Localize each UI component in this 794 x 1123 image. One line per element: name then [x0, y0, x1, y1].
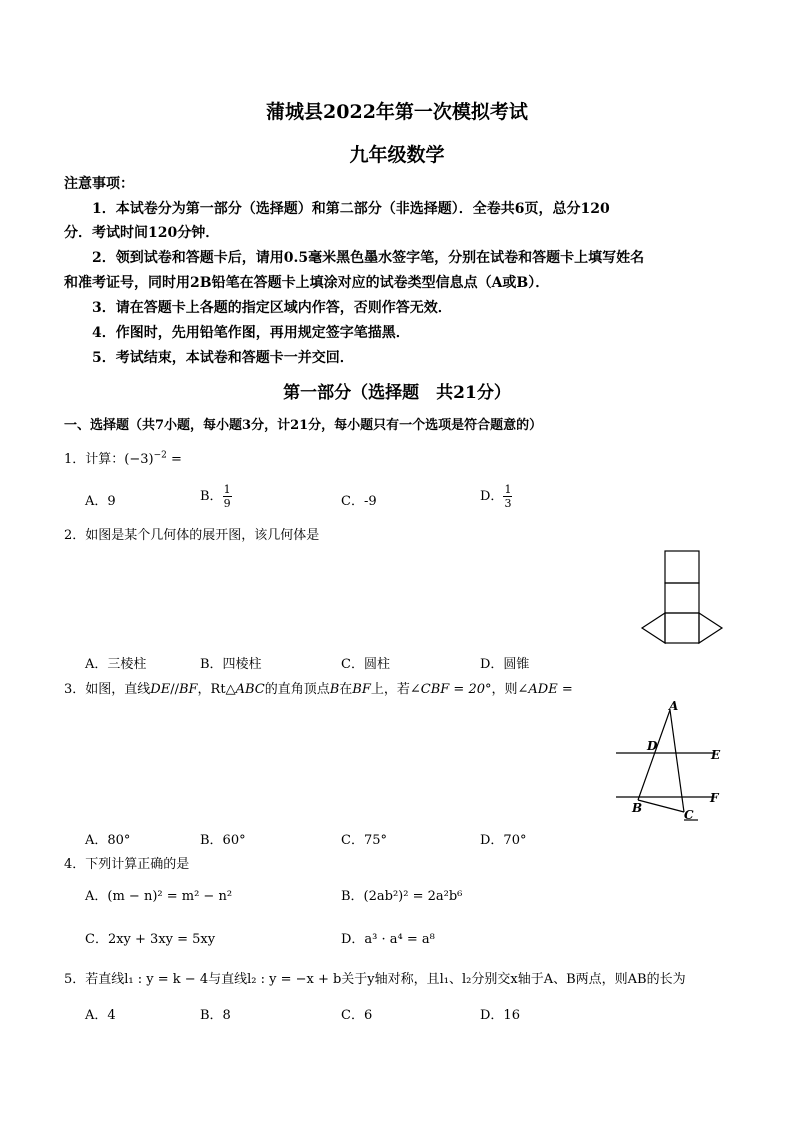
q2-stem: 2．如图是某个几何体的展开图，该几何体是	[64, 528, 320, 543]
q1-option-b	[200, 483, 232, 510]
label-a: A	[669, 699, 679, 713]
section-heading: 一、选择题（共7小题，每小题3分，计21分，每小题只有一个选项是符合题意的）	[64, 418, 543, 433]
q5-option-d: D．16	[480, 1008, 520, 1023]
q1-option-b-label: B．	[200, 489, 223, 504]
q1-exponent: −2	[153, 450, 167, 461]
q1-expr: (−3)	[124, 452, 154, 467]
q1-option-b-fraction: $\frac{1}{9}$	[223, 483, 231, 510]
q1-stem	[64, 448, 182, 467]
notice-heading: 注意事项：	[64, 176, 134, 192]
notice-item: 分．考试时间120分钟．	[64, 225, 220, 241]
q5-option-c: C．6	[341, 1008, 373, 1023]
q1-eq: =	[166, 452, 182, 467]
label-e: E	[711, 748, 721, 762]
q1-option-d	[480, 483, 512, 510]
q1-option-c: C．-9	[341, 494, 377, 509]
net-square-2	[665, 583, 699, 613]
notice-item: 5．考试结束，本试卷和答题卡一并交回．	[92, 350, 354, 366]
net-square-1	[665, 551, 699, 583]
q4-stem: 4．下列计算正确的是	[64, 857, 190, 872]
q4-option-d: D．a³ · a⁴ = a⁸	[341, 932, 435, 947]
net-square-3	[665, 613, 699, 643]
net-triangle-left	[642, 613, 665, 643]
q2-option-c: C．圆柱	[341, 657, 390, 672]
q3-option-b: B．60°	[200, 833, 246, 848]
q3-stem: 3．如图，直线DE//BF，Rt△ABC的直角顶点B在BF上，若∠CBF = 20°，则∠ADE =	[64, 682, 573, 697]
q5-option-b: B．8	[200, 1008, 231, 1023]
q3-option-d: D．70°	[480, 833, 527, 848]
q1-option-a: A．9	[85, 494, 116, 509]
q2-option-b: B．四棱柱	[200, 657, 262, 672]
q1-option-d-fraction: $\frac{1}{3}$	[504, 483, 512, 510]
q4-option-b: B．(2ab²)² = 2a²b⁶	[341, 889, 463, 904]
q3-option-a: A．80°	[85, 833, 131, 848]
label-f: F	[710, 791, 719, 805]
label-c: C	[684, 808, 694, 822]
q4-option-a: A．(m − n)² = m² − n²	[85, 889, 233, 904]
q1-stem-text: 1．计算：	[64, 452, 125, 467]
segment-ab	[638, 710, 670, 800]
q5-option-a: A．4	[85, 1008, 116, 1023]
q3-option-c: C．75°	[341, 833, 387, 848]
label-b: B	[632, 801, 643, 815]
notice-item: 3．请在答题卡上各题的指定区域内作答，否则作答无效．	[92, 300, 452, 316]
net-triangle-right	[699, 613, 722, 643]
exam-subtitle: 九年级数学	[349, 144, 445, 166]
q3-figure	[612, 698, 737, 826]
q2-net-figure	[640, 548, 725, 648]
notice-item: 4．作图时，先用铅笔作图，再用规定签字笔描黑．	[92, 325, 410, 341]
label-d: D	[647, 739, 658, 753]
segment-bc	[638, 800, 684, 812]
q1-option-d-label: D．	[480, 489, 504, 504]
notice-item: 1．本试卷分为第一部分（选择题）和第二部分（非选择题）．全卷共6页，总分120	[92, 201, 610, 217]
q2-option-a: A．三棱柱	[85, 657, 147, 672]
exam-title: 蒲城县2022年第一次模拟考试	[266, 101, 528, 123]
q5-stem: 5．若直线l₁ : y = k − 4与直线l₂ : y = −x + b关于y轴对称，且l₁、l₂分别交x轴于A、B两点，则AB的长为	[64, 972, 686, 987]
part1-heading: 第一部分（选择题 共21分）	[283, 383, 511, 403]
q4-option-c: C．2xy + 3xy = 5xy	[85, 932, 216, 947]
q2-option-d: D．圆锥	[480, 657, 530, 672]
notice-item: 和准考证号，同时用2B铅笔在答题卡上填涂对应的试卷类型信息点（A或B）．	[64, 275, 550, 291]
notice-item: 2．领到试卷和答题卡后，请用0.5毫米黑色墨水签字笔，分别在试卷和答题卡上填写姓名	[92, 250, 645, 266]
